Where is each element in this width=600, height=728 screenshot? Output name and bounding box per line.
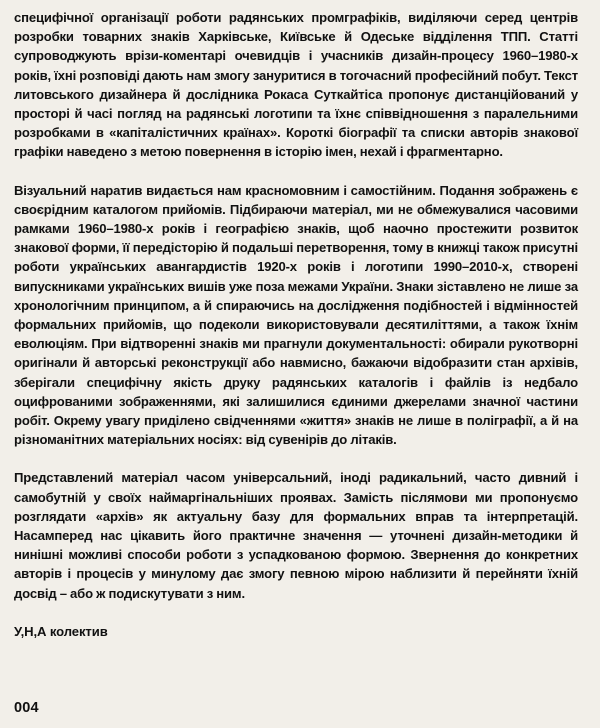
paragraph-1: специфічної організації роботи радянських промграфіків, виділяючи серед центрів розробки товарних знаків Харківське, Київське й Одеське відділення ТПП. Статті супроводжують врізи-коментарі очевидців і учасників дизайн-процесу 1960–1980-х років, їхні розповіді дають нам змогу зануритися в тогочасний професійний побут. Текст литовського дизайнера й дослідника Рокаса Суткайтіса пропонує дистанційований у просторі й часі погляд на радянські логотипи та їхнє співвідношення з паралельними розробками в «капіталістичних країнах». Короткі біографії та списки авторів знакової графіки наведено з метою повернення в історію імен, нехай і фрагментарно. <box>14 10 578 160</box>
page-number: 004 <box>14 700 39 716</box>
author-signature: У,Н,А колектив <box>14 623 108 639</box>
paragraph-2: Візуальний наратив видається нам красномовним і самостійним. Подання зображень є своєрідним каталогом прийомів. Підбираючи матеріал, ми не обмежувалися часовими рамками 1960–1980-х років і географією знаків, щоб наочно простежити розвиток знакової форми, її передісторію й подальші перетворення, тому в книжці також присутні роботи українських авангардистів 1920-х років і логотипи 1990–2010-х, створені випускниками українських вишів уже поза межами України. Знаки зіставлено не лише за хронологічним принципом, а й спираючись на дослідження подібностей і відмінностей формальних прийомів, що подеколи використовували десятиліттями, а також їхнім еволюціям. При відтворенні знаків ми прагнули документальності: обирали рукотворні оригінали й авторські реконструкції або навмисно, бажаючи відобразити стан архівів, зберігали специфічну якість друку радянських каталогів і файлів із недбало оцифрованими зображеннями, які залишилися єдиними джерелами значної частини робіт. Окрему увагу приділено свідченнями «життя» знаків не лише в поліграфії, а й на різноманітних матеріальних носіях: від сувенірів до літаків. <box>14 182 578 448</box>
body-text-column <box>14 8 578 603</box>
paragraph-3: Представлений матеріал часом універсальний, іноді радикальний, часто дивний і самобутній у своїх наймаргінальніших проявах. Замість післямови ми пропонуємо розглядати «архів» як актуальну базу для формальних вправ та інтерпретацій. Насамперед нас цікавить його практичне значення — уточнені дизайн-методики й нинішні можливі способи роботи з успадкованою формою. Звернення до конкретних авторів і процесів у минулому дає змогу певною мірою наблизити й перейняти їхній досвід – або ж подискутувати з ним. <box>14 470 578 601</box>
